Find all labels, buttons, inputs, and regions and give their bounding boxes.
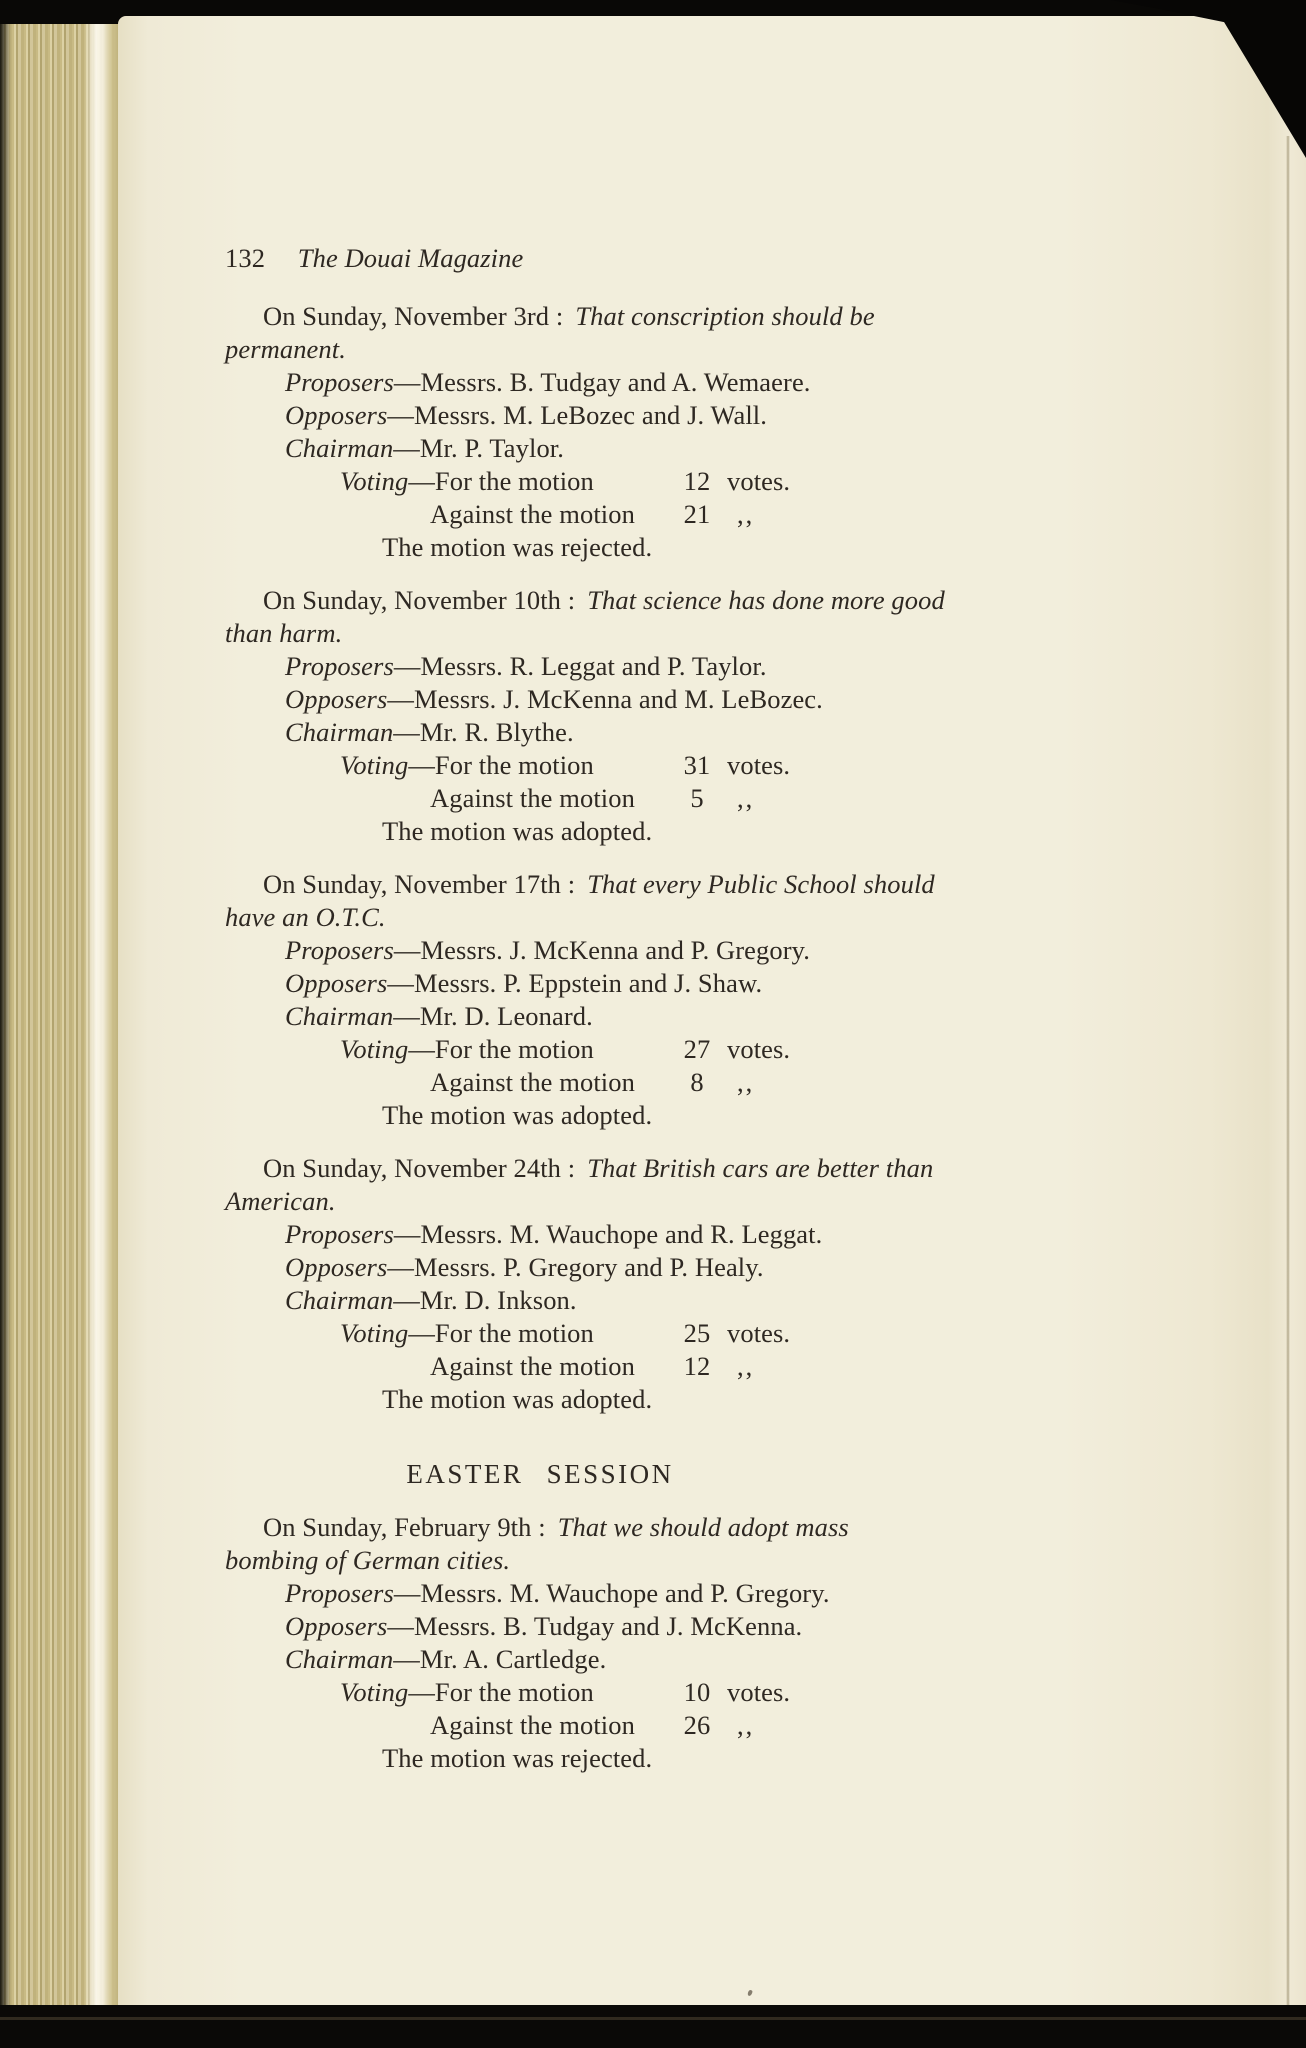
debate-motion-line: [225, 584, 945, 650]
against-the-motion-label: Against the motion: [430, 1710, 635, 1740]
magazine-title: The Douai Magazine: [297, 243, 524, 273]
chairman-name: —Mr. R. Blythe.: [393, 717, 574, 747]
debate-date: On Sunday, February 9th :: [263, 1512, 546, 1542]
chairman-label: Chairman: [285, 717, 394, 747]
opposers-line: [285, 683, 945, 716]
proposers-line: [285, 650, 945, 683]
proposers-names: —Messrs. M. Wauchope and R. Leggat.: [393, 1219, 823, 1249]
debate-motion: That science has done more good than harm.: [225, 585, 945, 648]
opposers-line: [285, 967, 945, 1000]
chairman-label: Chairman: [285, 433, 394, 463]
chairman-name: —Mr. A. Cartledge.: [393, 1644, 607, 1674]
votes-against-line: [225, 782, 945, 815]
votes-for-line: [225, 1676, 945, 1709]
votes-for-line: [225, 1033, 945, 1066]
book-fore-edge-pages: [0, 24, 120, 2012]
votes-unit: votes.: [727, 1034, 791, 1064]
debate-motion: That conscription should be permanent.: [225, 301, 875, 364]
votes-for-count: 27: [683, 1034, 711, 1064]
chairman-line: [285, 1284, 945, 1317]
opposers-label: Opposers: [285, 400, 388, 430]
voting-for-label: [340, 1318, 594, 1348]
votes-against-line: [225, 1709, 945, 1742]
debate-date: On Sunday, November 24th :: [263, 1153, 576, 1183]
ink-speck: [747, 1989, 753, 1996]
votes-against-count: 26: [683, 1710, 711, 1740]
for-the-motion-label: —For the motion: [408, 1677, 594, 1707]
voting-label: Voting: [340, 1318, 409, 1348]
proposers-line: [285, 366, 945, 399]
proposers-names: —Messrs. J. McKenna and P. Gregory.: [393, 935, 811, 965]
debate-motion: That British cars are better than American.: [225, 1153, 934, 1216]
voting-label: Voting: [340, 1677, 409, 1707]
votes-against-count: 12: [683, 1351, 711, 1381]
votes-for-line: [225, 749, 945, 782]
page-header: [225, 242, 945, 275]
opposers-names: —Messrs. P. Eppstein and J. Shaw.: [387, 968, 763, 998]
chairman-line: [285, 432, 945, 465]
for-the-motion-label: —For the motion: [408, 1034, 594, 1064]
page-number: 132: [225, 243, 266, 273]
proposers-names: —Messrs. B. Tudgay and A. Wemaere.: [393, 367, 811, 397]
proposers-line: [285, 934, 945, 967]
votes-against-count: 21: [683, 499, 711, 529]
chairman-label: Chairman: [285, 1285, 394, 1315]
votes-for-count: 10: [683, 1677, 711, 1707]
for-the-motion-label: —For the motion: [408, 1318, 594, 1348]
voting-for-label: [340, 1677, 594, 1707]
votes-for-count: 31: [683, 750, 711, 780]
voting-label: Voting: [340, 466, 409, 496]
opposers-names: —Messrs. P. Gregory and P. Healy.: [387, 1252, 764, 1282]
proposers-line: [285, 1218, 945, 1251]
debate-entry-november-24th: [225, 1152, 945, 1416]
voting-for-label: [340, 1034, 594, 1064]
ditto-mark: ,,: [737, 1710, 755, 1740]
chairman-line: [285, 1643, 945, 1676]
for-the-motion-label: —For the motion: [408, 466, 594, 496]
opposers-line: [285, 399, 945, 432]
chairman-line: [285, 716, 945, 749]
opposers-label: Opposers: [285, 684, 388, 714]
debate-entry-november-3rd: [225, 300, 945, 564]
page-crease: [1286, 136, 1290, 2005]
votes-unit: votes.: [727, 1677, 791, 1707]
chairman-label: Chairman: [285, 1001, 394, 1031]
opposers-names: —Messrs. J. McKenna and M. LeBozec.: [387, 684, 823, 714]
chairman-name: —Mr. D. Leonard.: [393, 1001, 593, 1031]
for-the-motion-label: —For the motion: [408, 750, 594, 780]
debate-motion-line: [225, 1152, 945, 1218]
debate-motion: That we should adopt mass bombing of German cities.: [225, 1512, 849, 1575]
debate-date: On Sunday, November 3rd :: [263, 301, 564, 331]
votes-unit: votes.: [727, 1318, 791, 1348]
debate-motion-line: [225, 868, 945, 934]
debate-motion: That every Public School should have an O.T.C.: [225, 869, 935, 932]
voting-label: Voting: [340, 1034, 409, 1064]
proposers-label: Proposers: [285, 367, 394, 397]
votes-against-count: 5: [690, 783, 704, 813]
ditto-mark: ,,: [737, 1067, 755, 1097]
opposers-label: Opposers: [285, 1611, 388, 1641]
debate-date: On Sunday, November 17th :: [263, 869, 576, 899]
votes-against-line: [225, 498, 945, 531]
motion-result: The motion was adopted.: [382, 1384, 653, 1414]
proposers-label: Proposers: [285, 935, 394, 965]
opposers-names: —Messrs. B. Tudgay and J. McKenna.: [387, 1611, 803, 1641]
ditto-mark: ,,: [737, 1351, 755, 1381]
debate-motion-line: [225, 300, 945, 366]
votes-against-line: [225, 1066, 945, 1099]
ditto-mark: ,,: [737, 783, 755, 813]
magazine-page: [118, 16, 1306, 2005]
motion-result: The motion was rejected.: [382, 1743, 653, 1773]
proposers-line: [285, 1577, 945, 1610]
debate-entry-november-10th: [225, 584, 945, 848]
proposers-names: —Messrs. M. Wauchope and P. Gregory.: [393, 1578, 830, 1608]
proposers-label: Proposers: [285, 1578, 394, 1608]
votes-against-count: 8: [690, 1067, 704, 1097]
against-the-motion-label: Against the motion: [430, 1067, 635, 1097]
votes-unit: votes.: [727, 750, 791, 780]
against-the-motion-label: Against the motion: [430, 783, 635, 813]
motion-result: The motion was adopted.: [382, 1100, 653, 1130]
page-content: [225, 16, 945, 1795]
against-the-motion-label: Against the motion: [430, 499, 635, 529]
ditto-mark: ,,: [737, 499, 755, 529]
motion-result: The motion was adopted.: [382, 816, 653, 846]
chairman-line: [285, 1000, 945, 1033]
proposers-label: Proposers: [285, 651, 394, 681]
votes-against-line: [225, 1350, 945, 1383]
votes-for-line: [225, 465, 945, 498]
debate-entry-february-9th: [225, 1511, 945, 1775]
voting-label: Voting: [340, 750, 409, 780]
book-bottom-binding: [0, 2005, 1306, 2048]
opposers-label: Opposers: [285, 1252, 388, 1282]
proposers-label: Proposers: [285, 1219, 394, 1249]
chairman-name: —Mr. P. Taylor.: [393, 433, 564, 463]
against-the-motion-label: Against the motion: [430, 1351, 635, 1381]
debate-entry-november-17th: [225, 868, 945, 1132]
debate-motion-line: [225, 1511, 945, 1577]
easter-session-heading: EASTER SESSION: [406, 1459, 674, 1489]
opposers-names: —Messrs. M. LeBozec and J. Wall.: [387, 400, 767, 430]
votes-for-count: 25: [683, 1318, 711, 1348]
voting-for-label: [340, 750, 594, 780]
chairman-label: Chairman: [285, 1644, 394, 1674]
opposers-line: [285, 1610, 945, 1643]
cover-edge-line: [0, 2017, 1306, 2020]
votes-for-line: [225, 1317, 945, 1350]
motion-result: The motion was rejected.: [382, 532, 653, 562]
votes-unit: votes.: [727, 466, 791, 496]
voting-for-label: [340, 466, 594, 496]
votes-for-count: 12: [683, 466, 711, 496]
opposers-label: Opposers: [285, 968, 388, 998]
debate-date: On Sunday, November 10th :: [263, 585, 576, 615]
chairman-name: —Mr. D. Inkson.: [393, 1285, 577, 1315]
opposers-line: [285, 1251, 945, 1284]
proposers-names: —Messrs. R. Leggat and P. Taylor.: [393, 651, 767, 681]
